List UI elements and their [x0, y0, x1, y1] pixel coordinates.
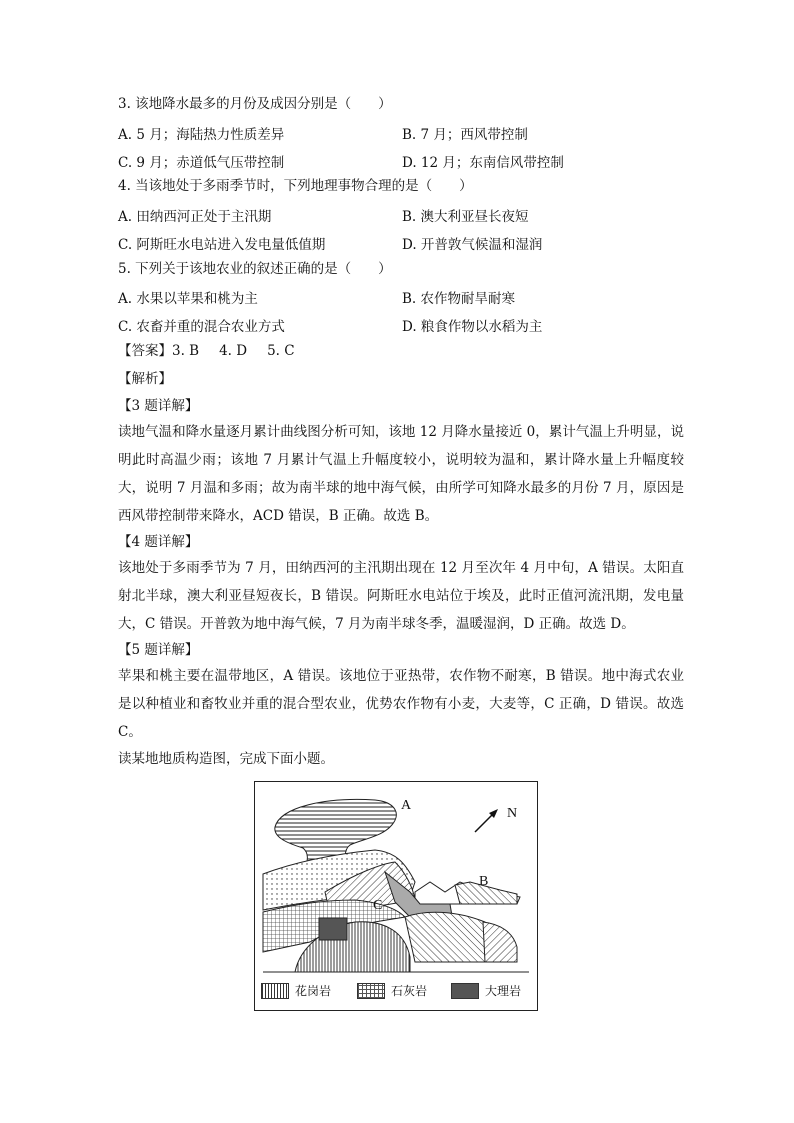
q4-option-b: B. 澳大利亚昼长夜短: [402, 209, 529, 225]
legend-marble-label: 大理岩: [485, 984, 522, 998]
detail-3-text: 读地气温和降水量逐月累计曲线图分析可知，该地 12 月降水量接近 0，累计气温上升明显，说明此时高温少雨；该地 7 月累计气温上升幅度较小，说明较为温和，累计降水量上升幅度较大，说明 7 月温和多雨；故为南半球的地中海气候，由所学可知降水最多的月份 7 月，原因是西风带控制带来降水，ACD 错误，B 正确。故选 B。: [118, 424, 684, 524]
q4-stem: 4. 当该地处于多雨季节时，下列地理事物合理的是（ ）: [118, 178, 473, 194]
q4-option-a: A. 田纳西河正处于主汛期: [118, 209, 272, 225]
q5-stem: 5. 下列关于该地农业的叙述正确的是（ ）: [118, 261, 392, 277]
q5-option-c: C. 农畜并重的混合农业方式: [118, 319, 285, 335]
granite-swatch: [261, 983, 289, 999]
answer-line: [118, 342, 315, 360]
q5-option-d: D. 粮食作物以水稻为主: [402, 319, 543, 335]
answer-3: 3. B: [172, 343, 200, 359]
geology-figure: [254, 781, 538, 1011]
legend-granite: [261, 982, 331, 999]
q3-stem: 3. 该地降水最多的月份及成因分别是（ ）: [118, 96, 392, 112]
detail-3-title: 【3 题详解】: [118, 398, 199, 414]
q4-option-d: D. 开普敦气候温和湿润: [402, 237, 543, 253]
marble-swatch: [451, 983, 479, 999]
legend-marble: [451, 982, 521, 999]
limestone-swatch: [357, 983, 385, 999]
detail-4-text: 该地处于多雨季节为 7 月，田纳西河的主汛期出现在 12 月至次年 4 月中旬，A 错误。太阳直射北半球，澳大利亚昼短夜长，B 错误。阿斯旺水电站位于埃及，此时正值河流汛期，发电量大，C 错误。开普敦为地中海气候，7 月为南半球冬季，温暖湿润，D 正确。故选 D。: [118, 560, 684, 632]
label-c: C: [373, 898, 383, 913]
legend-limestone-label: 石灰岩: [391, 984, 428, 998]
detail-4-title: 【4 题详解】: [118, 534, 199, 550]
answer-label: 【答案】: [118, 343, 172, 359]
answer-5: 5. C: [267, 343, 295, 359]
label-b: B: [479, 874, 489, 889]
answer-4: 4. D: [219, 343, 248, 359]
detail-5-title: 【5 题详解】: [118, 642, 199, 658]
legend-granite-label: 花岗岩: [295, 984, 332, 998]
legend-limestone: [357, 982, 427, 999]
q3-option-a: A. 5 月；海陆热力性质差异: [118, 127, 285, 143]
figure-intro: 读某地地质构造图，完成下面小题。: [118, 751, 334, 767]
label-a: A: [401, 798, 412, 813]
q5-option-b: B. 农作物耐旱耐寒: [402, 291, 516, 307]
q3-option-b: B. 7 月；西风带控制: [402, 127, 528, 143]
analysis-label: 【解析】: [118, 371, 172, 387]
detail-5-text: 苹果和桃主要在温带地区，A 错误。该地位于亚热带，农作物不耐寒，B 错误。地中海式农业是以种植业和畜牧业并重的混合型农业，优势农作物有小麦，大麦等，C 正确，D 错误。故选 C。: [118, 668, 684, 740]
q5-option-a: A. 水果以苹果和桃为主: [118, 291, 258, 307]
q3-option-c: C. 9 月；赤道低气压带控制: [118, 155, 285, 171]
q4-option-c: C. 阿斯旺水电站进入发电量低值期: [118, 237, 326, 253]
q3-option-d: D. 12 月；东南信风带控制: [402, 155, 564, 171]
north-label: N: [507, 806, 518, 821]
geology-diagram: [255, 782, 537, 1010]
